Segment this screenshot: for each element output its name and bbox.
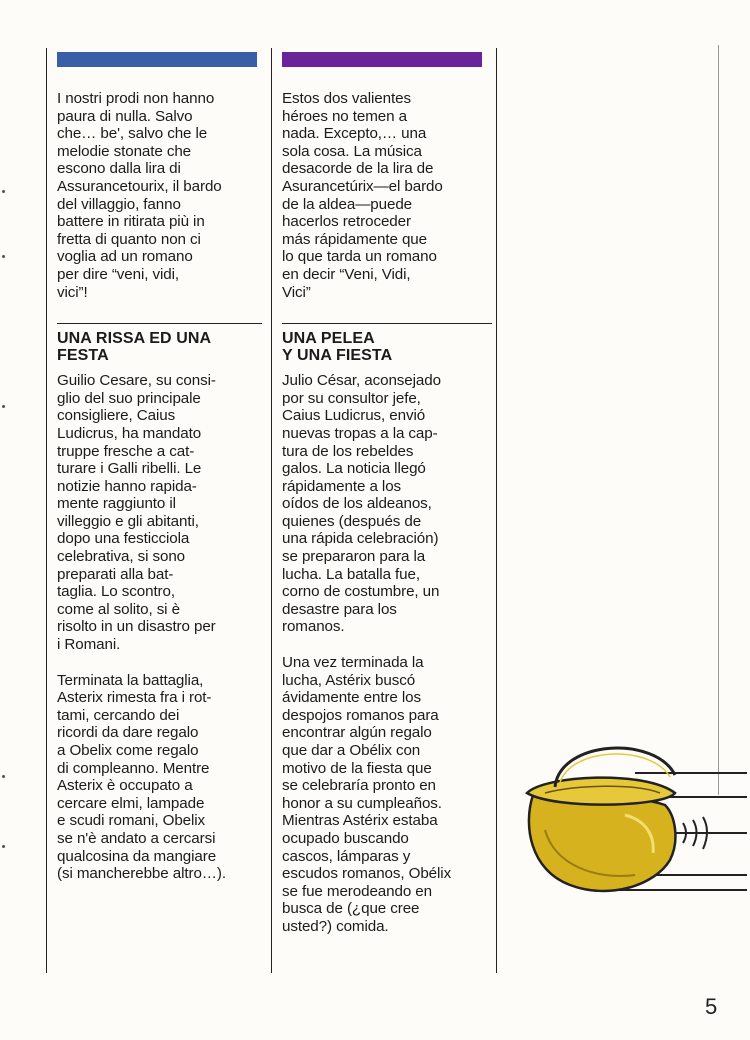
italian-intro: I nostri prodi non hanno paura di nulla. Salvo che… be', salvo che le melodie stonate che escono dalla lira di Assurancetourix, il bardo del villaggio, fanno battere in ritirata più in fretta di quanto non ci voglia ad un romano per dire “veni, vidi, vici”!	[57, 90, 222, 301]
scan-speck	[2, 255, 5, 258]
spanish-heading: UNA PELEA Y UNA FIESTA	[282, 330, 393, 365]
column-rule-left	[46, 48, 47, 973]
spanish-intro: Estos dos valientes héroes no temen a nada. Excepto,… una sola cosa. La música desacorde de la lira de Asurancetúrix—el bardo de la aldea—puede hacerlos retroceder más rápidamente que lo que tarda un romano en decir “Veni, Vidi, Vici”	[282, 90, 443, 301]
italian-heading: UNA RISSA ED UNA FESTA	[57, 330, 212, 365]
italian-column	[57, 90, 262, 883]
column-rule-right	[496, 48, 497, 973]
spanish-section-divider	[282, 323, 492, 324]
italian-section-divider	[57, 323, 262, 324]
italian-paragraph-1: Guilio Cesare, su consi- glio del suo principale consigliere, Caius Ludicrus, ha mandato truppe fresche a cat- turare i Galli ribelli. Le notizie hanno rapida- mente raggiunto il villeggio e gli abitanti, dopo una festicciola celebrativa, si sono preparati alla bat- taglia. Lo scontro, come al solito, si è risolto in un disastro per i Romani.	[57, 372, 216, 654]
scan-speck	[2, 405, 5, 408]
scan-speck	[2, 775, 5, 778]
cauldron-icon	[515, 735, 747, 905]
column-rule-center	[271, 48, 272, 973]
spanish-paragraph-2: Una vez terminada la lucha, Astérix buscó ávidamente entre los despojos romanos para encontrar algún regalo que dar a Obélix con motivo de la fiesta que se celebraría pronto en honor a su cumpleaños. Mientras Astérix estaba ocupado buscando cascos, lámparas y escudos romanos, Obélix se fue merodeando en busca de (¿que cree usted?) comida.	[282, 654, 452, 935]
spanish-paragraph-1: Julio César, aconsejado por su consultor jefe, Caius Ludicrus, envió nuevas tropas a la cap- tura de los rebeldes galos. La noticia llegó rápidamente a los oídos de los aldeanos, quienes (después de una rápida celebración) se prepararon para la lucha. La batalla fue, corno de costumbre, un desastre para los romanos.	[282, 372, 441, 636]
column-rule-far-right	[718, 45, 719, 795]
scan-speck	[2, 190, 5, 193]
spanish-column	[282, 90, 492, 936]
spanish-color-bar	[282, 52, 482, 67]
scan-speck	[2, 845, 5, 848]
italian-color-bar	[57, 52, 257, 67]
italian-paragraph-2: Terminata la battaglia, Asterix rimesta fra i rot- tami, cercando dei ricordi da dare regalo a Obelix come regalo di compleanno. Mentre Asterix è occupato a cercare elmi, lampade e scudi romani, Obelix se n'è andato a cercarsi qualcosina da mangiare (si mancherebbe altro…).	[57, 671, 226, 883]
page-number: 5	[705, 994, 718, 1019]
